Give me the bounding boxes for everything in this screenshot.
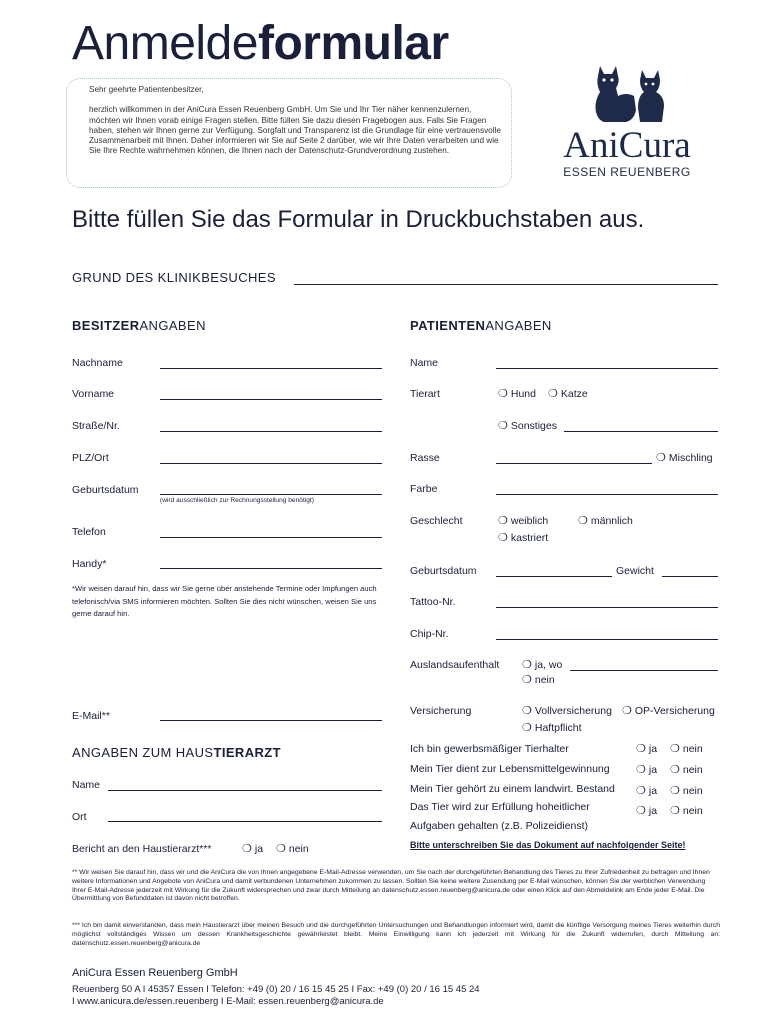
label-vet-name: Name bbox=[72, 779, 101, 791]
option-mischling[interactable]: ❍ Mischling bbox=[656, 452, 713, 464]
reason-field[interactable] bbox=[294, 284, 718, 285]
label-gewicht: Gewicht bbox=[616, 565, 654, 577]
option-sonstiges[interactable]: ❍ Sonstiges bbox=[498, 420, 557, 432]
greeting-salutation: Sehr geehrte Patientenbesitzer, bbox=[89, 85, 204, 94]
label-tattoo: Tattoo-Nr. bbox=[410, 596, 456, 608]
page-title: Anmeldeformular bbox=[72, 17, 449, 70]
field-tattoo[interactable] bbox=[496, 607, 718, 608]
option-q3-nein[interactable]: ❍ nein bbox=[670, 785, 703, 797]
radio-circle-icon: ❍ bbox=[548, 388, 558, 400]
radio-circle-icon: ❍ bbox=[670, 743, 680, 755]
field-nachname[interactable] bbox=[160, 368, 382, 369]
radio-circle-icon: ❍ bbox=[670, 805, 680, 817]
field-email[interactable] bbox=[160, 720, 382, 721]
label-geschlecht: Geschlecht bbox=[410, 515, 463, 527]
field-sonstiges[interactable] bbox=[564, 431, 718, 432]
label-geburtsdatum: Geburtsdatum bbox=[72, 484, 139, 496]
radio-circle-icon: ❍ bbox=[498, 515, 508, 527]
radio-circle-icon: ❍ bbox=[522, 674, 532, 686]
footnote-vet: *** Ich bin damit einverstanden, dass mein Haustierarzt über meinen Besuch und die durchgeführten Untersuchungen und Behandlungen informiert wird, damit die künftige Versorgung meines Tieres weiterhin durch möglichst vollständiges Wissen um dessen Krankheitsgeschichte gewährleistet bleibt. Meine Einwilligung kann ich jederzeit mit Wirkung für die Zukunft widerrufen, durch Mitteilung an: datenschutz.essen.reuenberg@anicura.de bbox=[72, 922, 720, 947]
label-telefon: Telefon bbox=[72, 526, 106, 538]
option-q1-nein[interactable]: ❍ nein bbox=[670, 743, 703, 755]
greeting-box bbox=[66, 78, 512, 188]
field-telefon[interactable] bbox=[160, 537, 382, 538]
question-landwirt: Mein Tier gehört zu einem landwirt. Bestand bbox=[410, 783, 615, 795]
radio-circle-icon: ❍ bbox=[276, 843, 286, 855]
label-patient-geburtsdatum: Geburtsdatum bbox=[410, 565, 477, 577]
field-patient-geburtsdatum[interactable] bbox=[496, 576, 612, 577]
field-chip[interactable] bbox=[496, 639, 718, 640]
label-nachname: Nachname bbox=[72, 357, 123, 369]
company-address: Reuenberg 50 A I 45357 Essen I Telefon: +49 (0) 20 / 16 15 45 25 I Fax: +49 (0) 20 / 16 15 45 24 bbox=[72, 984, 480, 995]
headline: Bitte füllen Sie das Formular in Druckbuchstaben aus. bbox=[72, 206, 645, 233]
field-vorname[interactable] bbox=[160, 399, 382, 400]
field-rasse[interactable] bbox=[496, 463, 652, 464]
radio-circle-icon: ❍ bbox=[498, 532, 508, 544]
option-hund[interactable]: ❍ Hund bbox=[498, 388, 536, 400]
label-handy: Handy* bbox=[72, 558, 107, 570]
company-name: AniCura Essen Reuenberg GmbH bbox=[72, 967, 238, 979]
radio-circle-icon: ❍ bbox=[498, 420, 508, 432]
field-farbe[interactable] bbox=[496, 494, 718, 495]
label-plz: PLZ/Ort bbox=[72, 452, 109, 464]
radio-circle-icon: ❍ bbox=[636, 764, 646, 776]
option-q2-ja[interactable]: ❍ ja bbox=[636, 764, 658, 776]
company-contact: I www.anicura.de/essen.reuenberg I E-Mail: essen.reuenberg@anicura.de bbox=[72, 996, 384, 1007]
vet-heading: ANGABEN ZUM HAUSTIERARZT bbox=[72, 745, 281, 760]
field-patient-name[interactable] bbox=[496, 368, 718, 369]
label-vet-report: Bericht an den Haustierarzt*** bbox=[72, 843, 212, 855]
sms-note: *Wir weisen darauf hin, dass wir Sie gerne über anstehende Termine oder Impfungen auch telefonisch/via SMS informieren möchten. Sollten Sie dies nicht wünschen, weisen Sie uns gerne darauf hin. bbox=[72, 584, 377, 618]
label-farbe: Farbe bbox=[410, 483, 438, 495]
label-ausland: Auslandsaufenthalt bbox=[410, 659, 500, 671]
field-vet-name[interactable] bbox=[108, 790, 382, 791]
radio-circle-icon: ❍ bbox=[656, 452, 666, 464]
option-report-nein[interactable]: ❍ nein bbox=[276, 843, 309, 855]
option-kastriert[interactable]: ❍ kastriert bbox=[498, 532, 549, 544]
label-tierart: Tierart bbox=[410, 388, 440, 400]
radio-circle-icon: ❍ bbox=[522, 722, 532, 734]
option-katze[interactable]: ❍ Katze bbox=[548, 388, 588, 400]
geburtsdatum-note: (wird ausschließlich zur Rechnungsstellung benötigt) bbox=[160, 497, 314, 504]
radio-circle-icon: ❍ bbox=[670, 785, 680, 797]
option-q4-ja[interactable]: ❍ ja bbox=[636, 805, 658, 817]
radio-circle-icon: ❍ bbox=[498, 388, 508, 400]
field-gewicht[interactable] bbox=[662, 576, 718, 577]
question-gewerbsmaessig: Ich bin gewerbsmäßiger Tierhalter bbox=[410, 743, 569, 755]
radio-circle-icon: ❍ bbox=[636, 805, 646, 817]
radio-circle-icon: ❍ bbox=[636, 785, 646, 797]
option-report-ja[interactable]: ❍ ja bbox=[242, 843, 264, 855]
option-q1-ja[interactable]: ❍ ja bbox=[636, 743, 658, 755]
label-vet-ort: Ort bbox=[72, 811, 87, 823]
radio-circle-icon: ❍ bbox=[522, 705, 532, 717]
field-plz[interactable] bbox=[160, 463, 382, 464]
question-lebensmittel: Mein Tier dient zur Lebensmittelgewinnung bbox=[410, 763, 610, 775]
label-rasse: Rasse bbox=[410, 452, 440, 464]
field-ausland-wo[interactable] bbox=[570, 670, 718, 671]
option-ausland-ja[interactable]: ❍ ja, wo bbox=[522, 659, 563, 671]
logo-subtitle: ESSEN REUENBERG bbox=[563, 165, 691, 179]
radio-circle-icon: ❍ bbox=[622, 705, 632, 717]
question-hoheitlich-b: Aufgaben gehalten (z.B. Polizeidienst) bbox=[410, 820, 589, 832]
option-haftpflicht[interactable]: ❍ Haftpflicht bbox=[522, 722, 582, 734]
label-chip: Chip-Nr. bbox=[410, 628, 449, 640]
option-op-versicherung[interactable]: ❍ OP-Versicherung bbox=[622, 705, 715, 717]
question-hoheitlich-a: Das Tier wird zur Erfüllung hoheitlicher bbox=[410, 801, 590, 813]
dog-cat-icon bbox=[556, 62, 696, 124]
owner-heading: BESITZERANGABEN bbox=[72, 318, 206, 333]
label-vorname: Vorname bbox=[72, 388, 115, 400]
patient-heading: PATIENTENANGABEN bbox=[410, 318, 552, 333]
option-q2-nein[interactable]: ❍ nein bbox=[670, 764, 703, 776]
radio-circle-icon: ❍ bbox=[242, 843, 252, 855]
field-vet-ort[interactable] bbox=[108, 821, 382, 822]
field-handy[interactable] bbox=[160, 568, 382, 569]
reason-label: GRUND DES KLINIKBESUCHES bbox=[72, 270, 276, 285]
greeting-body: herzlich willkommen in der AniCura Essen Reuenberg GmbH. Um Sie und Ihr Tier näher kennenzulernen, möchten wir Ihnen vorab einige Fragen stellen. Bitte füllen Sie dazu diesen Fragebogen aus. Falls Sie Fragen haben, stehen wir Ihnen gerne zur Verfügung. Sorgfalt und Transparenz ist die Grundlage für eine vertrauensvolle Zusammenarbeit mit Ihnen. Daher informieren wir Sie auf Seite 2 darüber, wie wir Ihre Daten verarbeiten und wie Sie Ihre Rechte wahrnehmen können, die Ihnen nach der Datenschutz-Grundverordnung zustehen. bbox=[89, 105, 501, 156]
label-versicherung: Versicherung bbox=[410, 705, 472, 717]
continue-note: Bitte unterschreiben Sie das Dokument auf nachfolgender Seite! bbox=[410, 840, 686, 850]
label-email: E-Mail** bbox=[72, 710, 110, 722]
field-geburtsdatum[interactable] bbox=[160, 494, 382, 495]
radio-circle-icon: ❍ bbox=[670, 764, 680, 776]
option-maennlich[interactable]: ❍ männlich bbox=[578, 515, 633, 527]
radio-circle-icon: ❍ bbox=[522, 659, 532, 671]
label-patient-name: Name bbox=[410, 357, 439, 369]
radio-circle-icon: ❍ bbox=[636, 743, 646, 755]
field-strasse[interactable] bbox=[160, 431, 382, 432]
logo-name: AniCura bbox=[563, 125, 691, 166]
option-q3-ja[interactable]: ❍ ja bbox=[636, 785, 658, 797]
option-q4-nein[interactable]: ❍ nein bbox=[670, 805, 703, 817]
footnote-email: ** Wir weisen Sie darauf hin, dass wir und die AniCura die von Ihnen angegebene E-Mail-Adresse verwenden, um Sie nach der durchgeführten Behandlung des Tieres zu Ihrer Zufriedenheit zu befragen und Ihnen weitere Informationen und Angebote von AniCura und damit verbundenen Unternehmen zukommen zu lassen. Sollten Sie keine weitere Zusendung per E-Mail wünschen, können Sie der werblichen Verwendung Ihrer E-Mail-Adresse jederzeit mit Wirkung für die Zukunft widersprechen und zwar durch Mitteilung an datenschutz.essen.reuenberg@anicura.de oder einen Klick auf den Abmeldelink am Ende jeder E-Mail. Die Übermittlung von Befunddaten ist davon nicht betroffen. bbox=[72, 869, 710, 903]
option-ausland-nein[interactable]: ❍ nein bbox=[522, 674, 555, 686]
option-weiblich[interactable]: ❍ weiblich bbox=[498, 515, 549, 527]
option-vollversicherung[interactable]: ❍ Vollversicherung bbox=[522, 705, 612, 717]
label-strasse: Straße/Nr. bbox=[72, 420, 120, 432]
radio-circle-icon: ❍ bbox=[578, 515, 588, 527]
